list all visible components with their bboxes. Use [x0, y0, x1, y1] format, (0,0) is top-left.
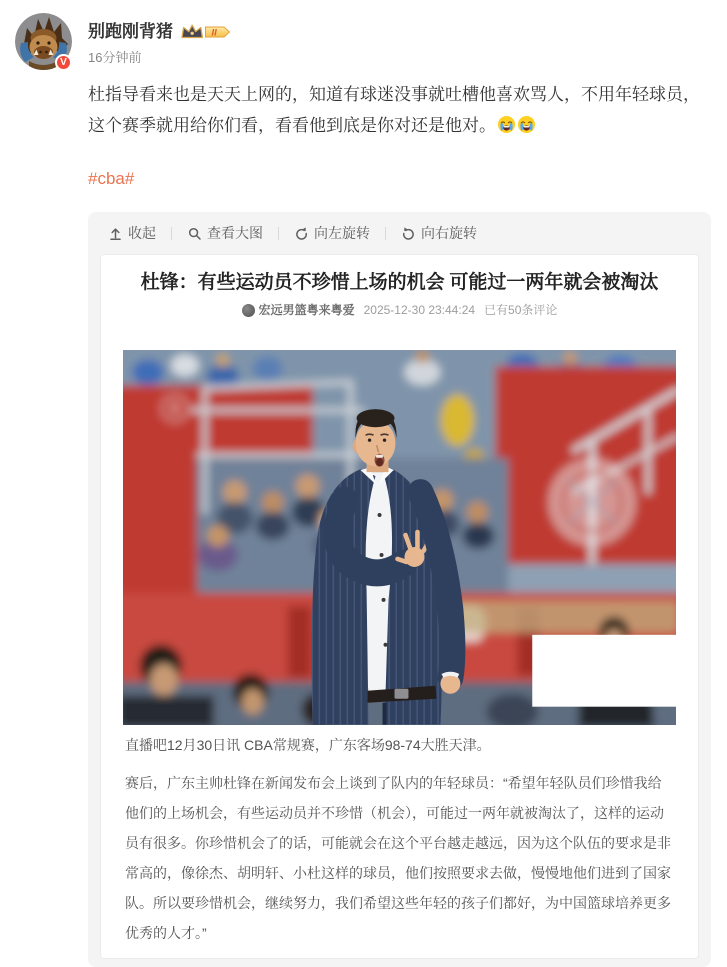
avatar[interactable] [15, 13, 72, 70]
crying-face-emoji-icon [497, 115, 516, 134]
verified-v-badge-icon: V [55, 54, 72, 71]
article-source: 宏远男篮粤来粤爱 [242, 303, 355, 317]
article-title: 杜锋：有些运动员不珍惜上场的机会 可能过一两年就会被淘汰 [140, 272, 659, 293]
toolbar-divider [385, 227, 386, 240]
rotate-right-button[interactable]: 向右旋转 [401, 223, 477, 243]
white-cover-rect [532, 635, 676, 707]
hashtag-cba-link[interactable]: #cba# [88, 169, 135, 188]
post-header [88, 0, 711, 44]
svg-text:II: II [211, 27, 217, 39]
article-paragraph: 赛后，广东主帅杜锋在新闻发布会上谈到了队内的年轻球员：“希望年轻队员们珍惜我给他们的上场机会，有些运动员并不珍惜（机会），可能过一两年就被淘汰了，这样的运动员有很多。你珍惜机会了的话，可能就会在这个平台越走越远，因为这个队伍的要求是非常高的，像徐杰、胡明轩、小杜这样的球员，他们按照要求去做，慢慢地他们进到了国家队。所以要珍惜机会，继续努力，我们希望这些年轻的孩子们都好，为中国篮球培养更多优秀的人才。” [125, 775, 671, 941]
rotate-cw-icon [401, 226, 416, 241]
view-large-image-button[interactable]: 查看大图 [187, 223, 263, 243]
post-text: 杜指导看来也是天天上网的，知道有球迷没事就吐槽他喜欢骂人，不用年轻球员，这个赛季就用给你们看，看看他到底是你对还是他对。 [88, 85, 700, 135]
article-datetime: 2025-12-30 23:44:24 [363, 303, 476, 317]
crying-face-emoji-icon [517, 115, 536, 134]
article-meta [123, 303, 676, 317]
article-paragraph: 直播吧12月30日讯 CBA常规赛，广东客场98-74大胜天津。 [125, 737, 491, 753]
emoji-group [496, 116, 536, 135]
rotate-left-button[interactable]: 向左旋转 [294, 223, 370, 243]
toolbar-divider [171, 227, 172, 240]
source-avatar-icon [242, 304, 255, 317]
image-preview-card [88, 212, 711, 967]
article-photo[interactable] [123, 350, 676, 725]
magnifier-icon [187, 226, 202, 241]
svg-text:8: 8 [170, 399, 180, 419]
article-comment-count: 已有50条评论 [484, 303, 558, 317]
image-toolbar [88, 212, 711, 254]
vip-crown-badge[interactable] [180, 22, 232, 42]
author-name[interactable]: 别跑刚背猪 [88, 22, 173, 41]
article-card[interactable] [100, 254, 699, 959]
crown-badge-icon [180, 22, 232, 42]
rotate-ccw-icon [294, 226, 309, 241]
arrow-up-icon [108, 226, 123, 241]
toolbar-divider [278, 227, 279, 240]
post-timestamp: 16分钟前 [88, 50, 142, 65]
collapse-button[interactable]: 收起 [108, 223, 156, 243]
coach-photo-illustration [123, 350, 676, 725]
